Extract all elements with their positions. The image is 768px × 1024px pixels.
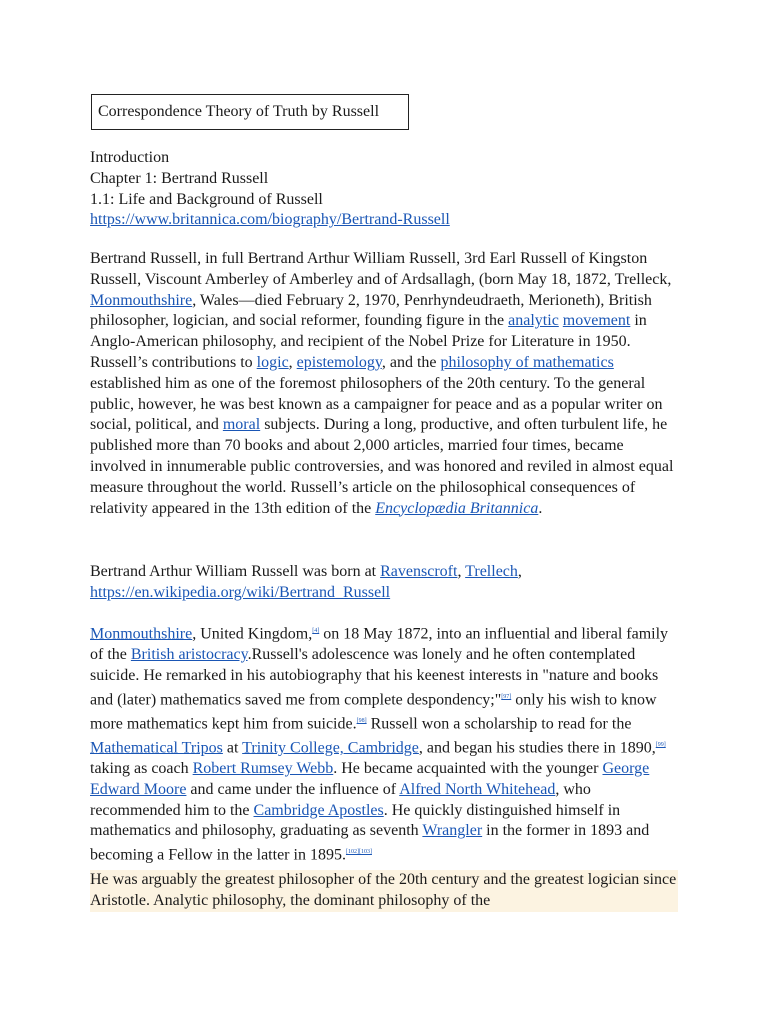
text-span: , United Kingdom,	[192, 625, 313, 643]
text-span: only his wish to know more mathematics kept him from suicide.	[90, 691, 657, 733]
link-monmouthshire[interactable]: Monmouthshire	[90, 291, 193, 309]
text-span: and came under the influence of	[186, 780, 400, 798]
citation-ref[interactable]: [98]	[356, 717, 367, 724]
text-span: . He quickly distinguished himself in mathematics and philosophy, graduating as seventh	[90, 801, 621, 840]
text-span: subjects. During a long, productive, and often turbulent life, he published more than 70 books and about 2,000 articles, married four times, became involved in innumerable public controversies, and was honored and reviled in almost equal measure throughout the world. Russell’s article on the philosophical consequences of relativity appeared in the 13th edition of the	[90, 416, 674, 517]
text-span: Bertrand Arthur William Russell was born at	[90, 563, 381, 580]
chapter-title: : Bertrand Russell	[152, 169, 269, 187]
text-span: .Russell's adolescence was lonely and he often contemplated suicide. He remarked in his autobiography that his keenest interests in "nature and books and (later) mathematics saved me from complete despondency;"	[90, 646, 659, 709]
text-span: ,	[457, 563, 466, 580]
text-span: ,	[517, 563, 522, 580]
link-british-aristocracy[interactable]: British aristocracy	[130, 646, 248, 664]
wikipedia-url-link[interactable]: https://en.wikipedia.org/wiki/Bertrand_Russell	[90, 583, 391, 601]
citation-ref[interactable]: [99]	[655, 741, 666, 748]
link-ravenscroft[interactable]: Ravenscroft	[380, 563, 458, 580]
text-span: , who recommended him to the	[90, 780, 591, 819]
text-span: Bertrand Russell, in full Bertrand Arthur William Russell, 3rd Earl Russell of Kingston Russell, Viscount Amberley of Amberley and of Ardsallagh, (born May 18, 1872, Trelleck,	[90, 250, 672, 288]
link-trellech[interactable]: Trellech	[465, 563, 518, 580]
text-span: at	[222, 739, 243, 757]
link-epistemology[interactable]: epistemology	[296, 353, 382, 371]
citation-ref[interactable]: [102][103]	[345, 849, 372, 856]
link-monmouthshire-2[interactable]: Monmouthshire	[90, 625, 193, 643]
paragraph-2	[90, 562, 682, 604]
paragraph-1	[90, 249, 682, 519]
text-span: .	[538, 499, 543, 517]
intro-heading: Introduction	[90, 149, 170, 166]
text-span: , and began his studies there in 1890,	[418, 739, 656, 757]
link-encyclopaedia-britannica[interactable]: Encyclopædia Britannica	[375, 499, 539, 517]
link-moral[interactable]: moral	[222, 416, 261, 434]
text-span: in the former in 1893 and becoming a Fellow in the latter in 1895.	[90, 822, 650, 864]
text-span: taking as coach	[90, 760, 193, 778]
link-alfred-north-whitehead[interactable]: Alfred North Whitehead	[399, 780, 556, 798]
paragraph-3	[90, 621, 682, 866]
highlighted-paragraph: He was arguably the greatest philosopher of the 20th century and the greatest logician since Aristotle. Analytic philosophy, the dominant philosophy of the	[90, 870, 678, 912]
heading-block	[90, 148, 682, 231]
chapter-label: Chapter 1	[90, 169, 153, 187]
text-span: , and the	[381, 353, 441, 371]
link-wrangler[interactable]: Wrangler	[422, 822, 483, 840]
link-philosophy-of-mathematics[interactable]: philosophy of mathematics	[440, 353, 614, 371]
text-span: . He became acquainted with the younger	[333, 760, 603, 778]
text-span: in Anglo-American philosophy, and recipient of the Nobel Prize for Literature in 1950. Russell’s contributions to	[90, 312, 647, 371]
document-title: Correspondence Theory of Truth by Russell	[91, 94, 409, 130]
link-logic[interactable]: logic	[256, 353, 289, 371]
link-robert-rumsey-webb[interactable]: Robert Rumsey Webb	[192, 760, 334, 778]
britannica-url-link[interactable]: https://www.britannica.com/biography/Bertrand-Russell	[90, 211, 450, 229]
citation-ref[interactable]: [97]	[501, 693, 512, 700]
link-mathematical-tripos[interactable]: Mathematical Tripos	[90, 739, 223, 757]
link-george-edward-moore[interactable]: George Edward Moore	[90, 760, 650, 798]
link-trinity-college[interactable]: Trinity College, Cambridge	[242, 739, 419, 757]
citation-ref[interactable]: [4]	[312, 628, 320, 634]
text-span: Russell won a scholarship to read for the	[366, 715, 632, 733]
text-span: established him as one of the foremost philosophers of the 20th century. To the general public, however, he was best known as a campaigner for peace and as a popular writer on social, political, and	[90, 374, 663, 434]
text-span: ,	[288, 353, 293, 371]
link-analytic[interactable]: analytic	[508, 312, 559, 330]
link-cambridge-apostles[interactable]: Cambridge Apostles	[253, 801, 384, 819]
section-heading: 1.1: Life and Background of Russell	[90, 190, 323, 208]
link-movement[interactable]: movement	[562, 312, 631, 330]
text-span: on 18 May 1872, into an influential and liberal family of the	[90, 625, 669, 664]
chapter-heading	[90, 169, 682, 190]
text-span: , Wales—died February 2, 1970, Penrhyndeudraeth, Merioneth), British philosopher, logician, and social reformer, founding figure in the	[90, 291, 652, 330]
